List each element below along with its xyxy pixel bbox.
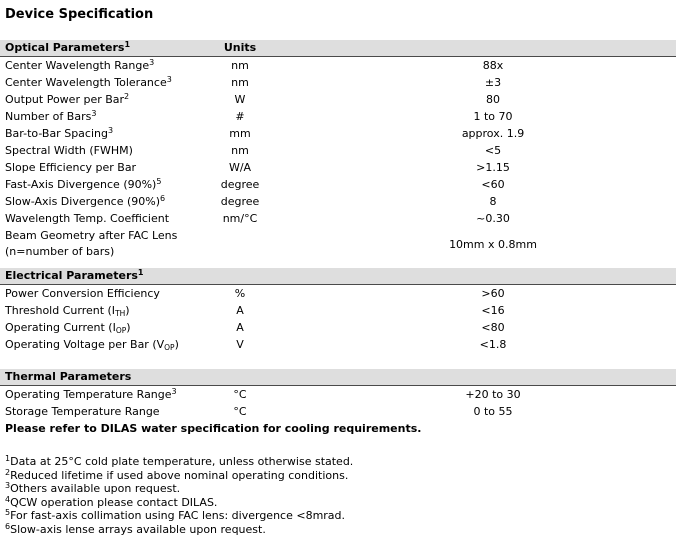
section-header-electrical bbox=[0, 268, 676, 285]
param-label bbox=[0, 319, 200, 336]
section-header-thermal bbox=[0, 369, 676, 386]
table-row bbox=[0, 403, 676, 420]
footnote-text: Data at 25°C cold plate temperature, unless otherwise stated. bbox=[10, 455, 354, 468]
superscript-marker: 3 bbox=[149, 58, 155, 67]
value-label: ~0.30 bbox=[476, 212, 510, 225]
footnote-text: For fast-axis collimation using FAC lens: divergence <8mrad. bbox=[10, 509, 346, 522]
param-label bbox=[0, 57, 200, 74]
param-text: Power Conversion Efficiency bbox=[5, 287, 160, 300]
table-row bbox=[0, 108, 676, 125]
value-label: 8 bbox=[489, 195, 497, 208]
param-text: Center Wavelength Range$^3$ bbox=[5, 58, 155, 72]
value-label: 88x bbox=[482, 59, 504, 72]
footnote-6 bbox=[5, 523, 676, 537]
unit-label: °C bbox=[233, 405, 247, 418]
param-label bbox=[0, 210, 200, 227]
superscript-marker: 6 bbox=[160, 194, 166, 203]
table-row bbox=[0, 319, 676, 336]
param-text: Slow-Axis Divergence $(90\%)^6$ bbox=[5, 194, 166, 208]
section-header-label: Optical Parameters$^1$ bbox=[5, 40, 131, 54]
value-label: approx. 1.9 bbox=[461, 127, 525, 140]
param-label bbox=[0, 302, 200, 319]
unit-label: nm bbox=[231, 59, 249, 72]
param-text: Spectral Width (FWHM) bbox=[5, 144, 133, 157]
footnote-text: QCW operation please contact DILAS. bbox=[10, 495, 218, 509]
footnote-number: 1 bbox=[5, 454, 11, 463]
footnote-number: 5 bbox=[5, 508, 11, 517]
param-text: Wavelength Temp. Coefficient bbox=[5, 212, 170, 225]
spec-section-thermal bbox=[0, 369, 676, 420]
footnote-number: 3 bbox=[5, 481, 11, 490]
table-row bbox=[0, 159, 676, 176]
superscript-marker: 1 bbox=[124, 40, 131, 49]
unit-label: degree bbox=[220, 195, 260, 208]
footnote-3 bbox=[5, 482, 676, 496]
param-label bbox=[0, 74, 200, 91]
unit-label: # bbox=[235, 110, 245, 123]
param-text: Operating Voltage per Bar $(V_{OP})$ bbox=[5, 338, 179, 352]
param-text: Beam Geometry after FAC Lens bbox=[5, 229, 178, 242]
table-row bbox=[0, 176, 676, 193]
superscript-marker: 3 bbox=[166, 75, 172, 84]
table-row bbox=[0, 227, 676, 261]
cooling-note: Please refer to DILAS water specification for cooling requirements. bbox=[5, 422, 422, 435]
table-row bbox=[0, 210, 676, 227]
superscript-marker: 3 bbox=[171, 387, 177, 396]
superscript-marker: 5 bbox=[156, 177, 162, 186]
page-title: Device Specification bbox=[5, 7, 154, 22]
param-label bbox=[0, 227, 200, 261]
param-text: Center Wavelength Tolerance$^3$ bbox=[5, 75, 172, 89]
param-label bbox=[0, 91, 200, 108]
table-row bbox=[0, 285, 676, 302]
subscript-marker: TH bbox=[115, 309, 126, 318]
unit-label: nm/°C bbox=[222, 212, 258, 225]
table-row bbox=[0, 336, 676, 353]
param-text: Storage Temperature Range bbox=[5, 405, 160, 418]
footnote-number: 4 bbox=[5, 494, 11, 504]
footnote-text: Slow-axis lense arrays available upon request. bbox=[10, 522, 266, 536]
value-label: <5 bbox=[484, 144, 502, 157]
superscript-marker: 3 bbox=[91, 109, 97, 118]
table-row bbox=[0, 125, 676, 142]
units-column-header: Units bbox=[223, 41, 257, 54]
superscript-marker: 2 bbox=[124, 92, 130, 101]
value-label: 80 bbox=[486, 93, 500, 106]
footnote-number: 6 bbox=[5, 521, 11, 531]
value-label: <80 bbox=[481, 321, 505, 334]
table-row bbox=[0, 302, 676, 319]
param-label bbox=[0, 159, 200, 176]
param-label bbox=[0, 142, 200, 159]
param-text: Threshold Current $(I_{TH})$ bbox=[5, 304, 130, 318]
value-label: +20 to 30 bbox=[465, 388, 521, 401]
param-label bbox=[0, 125, 200, 142]
table-row bbox=[0, 142, 676, 159]
footnote-5 bbox=[5, 509, 676, 523]
footnote-number: 2 bbox=[5, 467, 11, 477]
section-header-optical bbox=[0, 40, 676, 57]
param-label bbox=[0, 193, 200, 210]
param-text: Bar-to-Bar Spacing$^3$ bbox=[5, 126, 114, 140]
param-label bbox=[0, 176, 200, 193]
spec-section-electrical bbox=[0, 268, 676, 353]
param-label bbox=[0, 403, 200, 420]
footnote-text: Reduced lifetime if used above nominal operating conditions. bbox=[10, 468, 349, 482]
unit-label: nm bbox=[231, 76, 249, 89]
section-header-label: Thermal Parameters bbox=[5, 370, 132, 383]
footnote-text: Others available upon request. bbox=[10, 482, 181, 495]
param-text: Slope Efficiency per Bar bbox=[5, 161, 137, 174]
unit-label: A bbox=[236, 321, 244, 334]
param-text: Fast-Axis Divergence $(90\%)^5$ bbox=[5, 177, 162, 191]
param-text: Number of Bars$^3$ bbox=[5, 109, 97, 123]
param-label bbox=[0, 285, 200, 302]
unit-label: mm bbox=[229, 127, 251, 140]
table-row bbox=[0, 386, 676, 403]
spec-section-optical bbox=[0, 40, 676, 261]
value-label: ±3 bbox=[484, 76, 502, 89]
superscript-marker: 3 bbox=[107, 126, 114, 135]
value-label: >60 bbox=[481, 287, 505, 300]
table-row bbox=[0, 193, 676, 210]
param-text: Operating Current $(I_{OP})$ bbox=[5, 321, 131, 335]
value-label: 1 to 70 bbox=[473, 110, 513, 123]
unit-label: A bbox=[236, 304, 244, 317]
param-label bbox=[0, 336, 200, 353]
footnote-4 bbox=[5, 496, 676, 510]
table-row bbox=[0, 57, 676, 74]
footnotes bbox=[0, 455, 676, 536]
unit-label: V bbox=[236, 338, 244, 351]
param-text: Output Power per Bar$^2$ bbox=[5, 92, 130, 106]
footnote-2 bbox=[5, 469, 676, 483]
param-label bbox=[0, 386, 200, 403]
spec-tables bbox=[0, 40, 676, 420]
value-label: 10mm x 0.8mm bbox=[449, 237, 537, 251]
unit-label: W bbox=[234, 93, 246, 106]
table-row bbox=[0, 74, 676, 91]
table-row bbox=[0, 91, 676, 108]
value-label: <16 bbox=[481, 304, 505, 317]
subscript-marker: OP bbox=[164, 343, 175, 352]
param-text: Operating Temperature Range$^3$ bbox=[5, 387, 177, 401]
unit-label: % bbox=[234, 287, 246, 300]
superscript-marker: 1 bbox=[137, 268, 144, 277]
value-label: <60 bbox=[481, 178, 505, 191]
unit-label: W/A bbox=[228, 161, 252, 174]
value-label: >1.15 bbox=[476, 161, 510, 174]
subscript-marker: OP bbox=[115, 326, 127, 335]
param-text-line2: (n=number of bars) bbox=[5, 245, 115, 258]
value-label: 0 to 55 bbox=[473, 405, 513, 418]
unit-label: nm bbox=[231, 144, 249, 157]
param-label bbox=[0, 108, 200, 125]
unit-label: degree bbox=[220, 178, 260, 191]
value-label: <1.8 bbox=[479, 338, 507, 351]
section-header-label: Electrical Parameters$^1$ bbox=[5, 268, 144, 282]
footnote-1 bbox=[5, 455, 676, 469]
unit-label: °C bbox=[233, 388, 247, 401]
